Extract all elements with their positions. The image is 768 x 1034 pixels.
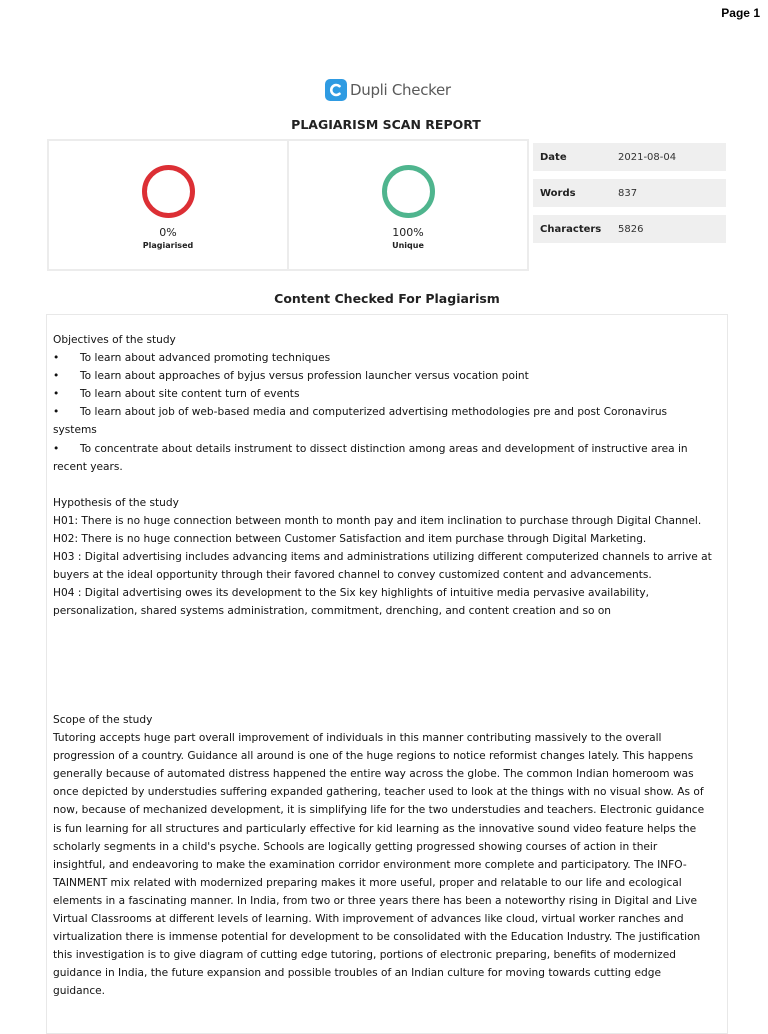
hypothesis-line: buyers at the ideal opportunity through their favored channel to convey customized content and advancements. — [53, 569, 652, 582]
objective-item — [53, 403, 727, 421]
stat-key: Characters — [540, 223, 602, 235]
content-title: Content Checked For Plagiarism — [274, 291, 500, 306]
scope-line: elements in a fascinating manner. In India, from two or three years there has been a noteworthy rising in Digital and Live — [53, 894, 697, 907]
plagiarised-ring-icon — [142, 165, 195, 218]
unique-percent: 100% — [392, 226, 424, 239]
bullet-icon: • — [53, 442, 60, 455]
scope-line: this investigation is to give diagram of cutting edge tutoring, portions of electronic preparing, benefits of modernized — [53, 949, 676, 962]
objective-text: To learn about approaches of byjus versus profession launcher versus vocation point — [80, 370, 529, 383]
score-summary — [47, 139, 529, 271]
objective-item — [53, 349, 727, 367]
scope-line: insightful, and endeavoring to make the examination corridor environment more complete and participatory. The INFO- — [53, 858, 687, 871]
stat-characters — [533, 215, 726, 243]
scope-line: virtualization there is immense potential for development to be consolidated with the Education Industry. The justification — [53, 931, 701, 944]
objective-text: To learn about job of web-based media and computerized advertising methodologies pre and post Coronavirus — [80, 406, 668, 419]
report-title: PLAGIARISM SCAN REPORT — [291, 117, 481, 132]
duplichecker-logo — [325, 79, 451, 101]
objective-text: To learn about advanced promoting techniques — [80, 352, 331, 365]
stat-date — [533, 143, 726, 171]
stat-words — [533, 179, 726, 207]
unique-label: Unique — [392, 241, 424, 250]
objective-text: To concentrate about details instrument to dissect distinction among areas and development of instructive area in — [80, 442, 688, 455]
hypothesis-line: H03 : Digital advertising includes advancing items and administrations utilizing different computerized channels to arrive at — [53, 551, 712, 564]
plagiarised-label: Plagiarised — [142, 241, 194, 250]
scope-line: guidance in India, the future expansion and possible troubles of an Indian culture for moving towards cutting edge — [53, 967, 661, 980]
scope-line: Tutoring accepts huge part overall improvement of individuals in this manner contributing massively to the overall — [53, 732, 662, 745]
scope-line: is fun learning for all structures and particularly effective for kid learning as the innovative sound video feature helps the — [53, 822, 697, 835]
page-number: Page 1 — [721, 6, 760, 20]
hypothesis-line: H02: There is no huge connection between Customer Satisfaction and item purchase through Digital Marketing. — [53, 533, 647, 546]
scope-line: guidance. — [53, 985, 106, 998]
stat-key: Words — [540, 187, 576, 199]
stat-key: Date — [540, 151, 567, 163]
stat-value: 5826 — [618, 223, 644, 235]
scope-line: generally because of automated distress happened the entire way across the globe. The common Indian homeroom was — [53, 768, 694, 781]
objective-item — [53, 367, 727, 385]
scope-line: scholarly segments in a child's psyche. Schools are logically getting progressed showing courses of action in their — [53, 840, 658, 853]
scope-line: Virtual Classrooms at different levels of learning. With improvement of advances like cloud, virtual worker ranches and — [53, 913, 684, 926]
paragraph-gap — [53, 476, 727, 494]
scope-line: once depicted by understudies suffering expanded gathering, teacher used to look at the things with no visual show. As of — [53, 786, 704, 799]
plagiarised-score — [49, 141, 289, 269]
section-gap — [53, 621, 727, 712]
objective-continuation: systems — [53, 424, 97, 437]
hypothesis-line: H01: There is no huge connection between month to month pay and item inclination to purchase through Digital Channel. — [53, 514, 702, 527]
scope-line: now, because of mechanized development, it is simplifying life for the two understudies and teachers. Electronic guidance — [53, 804, 705, 817]
plagiarised-percent: 0% — [159, 226, 177, 239]
hypothesis-heading: Hypothesis of the study — [53, 496, 179, 509]
objective-continuation: recent years. — [53, 460, 123, 473]
logo-text: Dupli Checker — [350, 81, 451, 99]
logo-c-icon — [325, 79, 347, 101]
hypothesis-line: H04 : Digital advertising owes its development to the Six key highlights of intuitive media pervasive availability, — [53, 587, 650, 600]
objective-text: To learn about site content turn of events — [80, 388, 300, 401]
bullet-icon: • — [53, 388, 60, 401]
stat-value: 2021-08-04 — [618, 151, 677, 163]
objective-item — [53, 385, 727, 403]
unique-ring-icon — [382, 165, 435, 218]
bullet-icon: • — [53, 370, 60, 383]
checked-content — [46, 314, 728, 1034]
unique-score — [289, 141, 527, 269]
objectives-heading: Objectives of the study — [53, 334, 176, 346]
objective-item — [53, 440, 727, 458]
scope-heading: Scope of the study — [53, 714, 153, 726]
bullet-icon: • — [53, 352, 60, 365]
scope-line: TAINMENT mix related with modernized preparing makes it more useful, proper and relatable to our life and ecological — [53, 876, 682, 889]
stat-value: 837 — [618, 187, 638, 199]
report-stats — [533, 143, 726, 251]
hypothesis-line: personalization, shared systems administration, commitment, drenching, and content creation and so on — [53, 605, 612, 618]
bullet-icon: • — [53, 406, 60, 419]
scope-line: progression of a country. Guidance all around is one of the huge regions to notice reformist changes lately. This happens — [53, 750, 694, 763]
